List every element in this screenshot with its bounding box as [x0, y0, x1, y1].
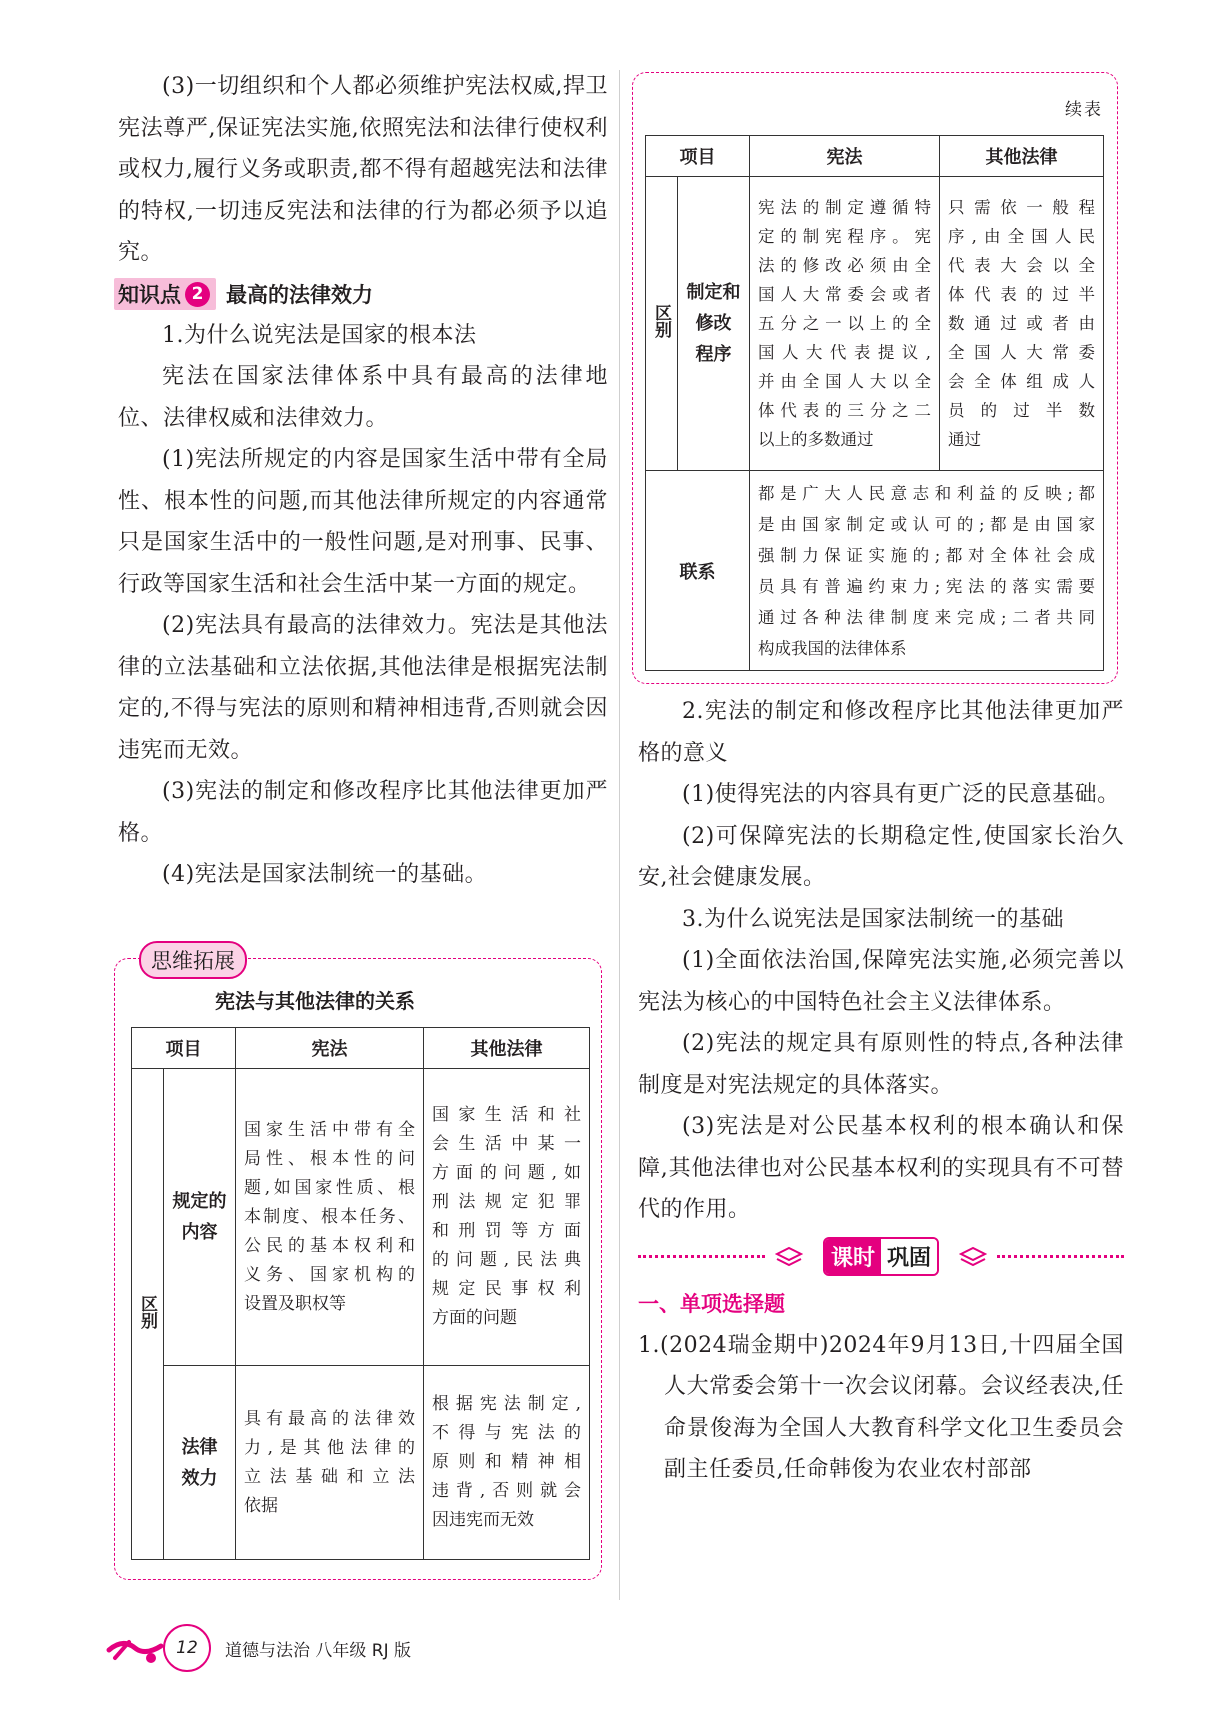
- dotted-rule: [997, 1255, 1124, 1258]
- banner-part-b: 巩固: [881, 1239, 937, 1274]
- cell-line: 代表大会以全: [948, 256, 1095, 275]
- cell-line: 定的制宪程序。宪: [758, 227, 931, 246]
- row-label-line: 内容: [181, 1222, 218, 1243]
- header-item: 项目: [132, 1028, 236, 1069]
- row-label-content: [164, 1069, 236, 1366]
- cell-other-effect: [424, 1366, 590, 1560]
- page-number: 12: [163, 1624, 211, 1672]
- row-label-line: 法律: [181, 1436, 218, 1458]
- paragraph: (1)全面依法治国,保障宪法实施,必须完善以宪法为核心的中国特色社会主义法律体系。: [638, 948, 1124, 1015]
- knowledge-point-title: 最高的法律效力: [226, 283, 373, 307]
- cell-line: 题,如国家性质、根: [244, 1177, 415, 1198]
- table-title: 宪法与其他法律的关系: [215, 989, 415, 1013]
- cell-line: 依据: [244, 1495, 278, 1516]
- header-constitution: 宪法: [750, 136, 940, 177]
- cell-line: 国家生活中带有全: [244, 1119, 415, 1140]
- cell-line: 法的修改必须由全: [758, 256, 931, 275]
- cell-line: 会生活中某一: [432, 1134, 581, 1154]
- cell-line: 强制力保证实施的;都对全体社会成: [758, 545, 1095, 565]
- cell-link: [750, 471, 1104, 671]
- header-other-law: 其他法律: [424, 1028, 590, 1069]
- lesson-consolidation-banner: [638, 1231, 1124, 1283]
- cell-line: 国人大代表提议,: [758, 343, 931, 362]
- header-item: 项目: [646, 136, 750, 177]
- cell-line: 刑法规定犯罪: [432, 1192, 581, 1212]
- cell-line: 公民的基本权利和: [244, 1235, 415, 1256]
- cell-line: 并由全国人大以全: [758, 372, 931, 391]
- cell-line: 立法基础和立法: [244, 1466, 415, 1487]
- knowledge-point-heading: [114, 274, 608, 315]
- header-other-law: 其他法律: [940, 136, 1104, 177]
- question-1: 1.(2024瑞金期中)2024年9月13日,十四届全国人大常委会第十一次会议闭幕。会议经表决,任命景俊海为全国人大教育科学文化卫生委员会副主任委员,任命韩俊为农业农村部部: [638, 1332, 1124, 1482]
- cell-line: 全国人大常委: [948, 343, 1095, 362]
- cell-constitution-procedure: [750, 177, 940, 471]
- books-icon: [959, 1246, 987, 1268]
- continued-table-box: [632, 72, 1118, 684]
- knowledge-point-tag: [114, 278, 216, 310]
- paragraph: (3)一切组织和个人都必须维护宪法权威,捍卫宪法尊严,保证宪法实施,依照宪法和法律行使权利或权力,履行义务或职责,都不得有超越宪法和法律的特权,一切违反宪法和法律的行为都必须予以追究。: [118, 74, 608, 265]
- left-column: [118, 66, 608, 896]
- cell-line: 义务、国家机构的: [244, 1264, 415, 1285]
- cell-line: 方面的问题,如: [432, 1163, 581, 1183]
- group-label: 区别: [137, 1294, 157, 1329]
- cell-line: 数通过或者由: [948, 314, 1095, 333]
- book-title: 道德与法治 八年级 RJ 版: [225, 1640, 412, 1661]
- cell-line: 构成我国的法律体系: [758, 638, 907, 658]
- knowledge-point-number: 2: [185, 282, 210, 307]
- row-label-line: 效力: [181, 1467, 218, 1489]
- relation-table: [131, 1027, 590, 1560]
- cell-line: 只需依一般程: [948, 198, 1095, 217]
- cell-line: 会全体组成人: [948, 372, 1095, 391]
- cell-line: 宪法的制定遵循特: [758, 198, 931, 217]
- group-label-cell: [132, 1069, 164, 1560]
- cell-line: 都是广大人民意志和利益的反映;都: [758, 483, 1095, 503]
- banner-part-a: 课时: [825, 1239, 881, 1274]
- row-label-procedure: [678, 177, 750, 471]
- continued-label: 续表: [1065, 100, 1103, 120]
- cell-line: 具有最高的法律效: [244, 1408, 415, 1429]
- paragraph: (1)宪法所规定的内容是国家生活中带有全局性、根本性的问题,而其他法律所规定的内容通常只是国家生活中的一般性问题,是对刑事、民事、行政等国家生活和社会生活中某一方面的规定。: [118, 447, 608, 597]
- question-title: 2.宪法的制定和修改程序比其他法律更加严格的意义: [638, 699, 1124, 766]
- cell-line: 局性、根本性的问: [244, 1148, 415, 1169]
- link-label: 联系: [646, 471, 750, 671]
- cell-line: 和刑罚等方面: [432, 1221, 581, 1241]
- dotted-rule: [638, 1255, 765, 1258]
- cell-line: 国家生活和社: [432, 1105, 581, 1125]
- header-constitution: 宪法: [236, 1028, 424, 1069]
- thinking-expansion-tag: 思维拓展: [139, 941, 247, 979]
- cell-line: 序,由全国人民: [948, 227, 1095, 246]
- section-title: 一、单项选择题: [638, 1291, 785, 1316]
- paragraph: (2)宪法具有最高的法律效力。宪法是其他法律的立法基础和立法依据,其他法律是根据宪法制定的,不得与宪法的原则和精神相违背,否则就会因违宪而无效。: [118, 613, 608, 763]
- row-label-effect: [164, 1366, 236, 1560]
- cell-other-procedure: [940, 177, 1104, 471]
- paragraph: (3)宪法的制定和修改程序比其他法律更加严格。: [118, 779, 608, 846]
- cell-line: 通过: [948, 430, 981, 449]
- paragraph: 宪法在国家法律体系中具有最高的法律地位、法律权威和法律效力。: [118, 364, 608, 431]
- cell-line: 员的过半数: [948, 401, 1095, 420]
- cell-line: 根据宪法制定,: [432, 1394, 581, 1414]
- paragraph: (2)可保障宪法的长期稳定性,使国家长治久安,社会健康发展。: [638, 823, 1124, 890]
- cell-line: 员具有普遍约束力;宪法的落实需要: [758, 576, 1095, 596]
- cell-constitution-content: [236, 1069, 424, 1366]
- page-footer: [105, 1618, 605, 1678]
- cell-line: 以上的多数通过: [758, 430, 874, 449]
- cell-line: 方面的问题: [432, 1308, 517, 1328]
- row-label-line: 规定的: [172, 1191, 227, 1212]
- continued-table: [645, 135, 1104, 671]
- question-title: 1.为什么说宪法是国家的根本法: [162, 322, 477, 348]
- cell-line: 国人大常委会或者: [758, 285, 931, 304]
- cell-line: 体代表的过半: [948, 285, 1095, 304]
- thinking-expansion-box: [114, 949, 602, 1580]
- cell-line: 原则和精神相: [432, 1452, 581, 1472]
- cell-line: 通过各种法律制度来完成;二者共同: [758, 607, 1095, 627]
- group-label: 区别: [651, 304, 671, 338]
- question-title: 3.为什么说宪法是国家法制统一的基础: [682, 906, 1064, 932]
- banner-label: [823, 1237, 939, 1276]
- cell-other-content: [424, 1069, 590, 1366]
- cell-line: 本制度、根本任务、: [244, 1206, 415, 1227]
- cell-line: 是由国家制定或认可的;都是由国家: [758, 514, 1095, 534]
- knowledge-point-label: 知识点: [118, 283, 181, 307]
- row-label-line: 程序: [695, 344, 732, 365]
- cell-line: 因违宪而无效: [432, 1510, 534, 1530]
- cell-line: 体代表的三分之二: [758, 401, 931, 420]
- cell-constitution-effect: [236, 1366, 424, 1560]
- cell-line: 违背,否则就会: [432, 1481, 581, 1501]
- row-label-line: 修改: [695, 313, 732, 334]
- cell-line: 规定民事权利: [432, 1279, 581, 1299]
- cell-line: 力,是其他法律的: [244, 1437, 415, 1458]
- banner-tag: [823, 1237, 939, 1276]
- books-icon: [775, 1246, 803, 1268]
- paragraph: (4)宪法是国家法制统一的基础。: [162, 862, 488, 887]
- cell-line: 不得与宪法的: [432, 1423, 581, 1443]
- group-label-cell: [646, 177, 678, 471]
- paragraph: (1)使得宪法的内容具有更广泛的民意基础。: [682, 782, 1120, 807]
- right-column: [638, 691, 1124, 1491]
- column-divider: [619, 70, 620, 1600]
- cell-line: 的问题,民法典: [432, 1250, 581, 1270]
- paragraph: (2)宪法的规定具有原则性的特点,各种法律制度是对宪法规定的具体落实。: [638, 1031, 1124, 1098]
- footer-logo-icon: [105, 1628, 165, 1668]
- cell-line: 设置及职权等: [244, 1293, 346, 1314]
- cell-line: 五分之一以上的全: [758, 314, 931, 333]
- paragraph: (3)宪法是对公民基本权利的根本确认和保障,其他法律也对公民基本权利的实现具有不可替代的作用。: [638, 1114, 1124, 1222]
- row-label-line: 制定和: [686, 282, 741, 303]
